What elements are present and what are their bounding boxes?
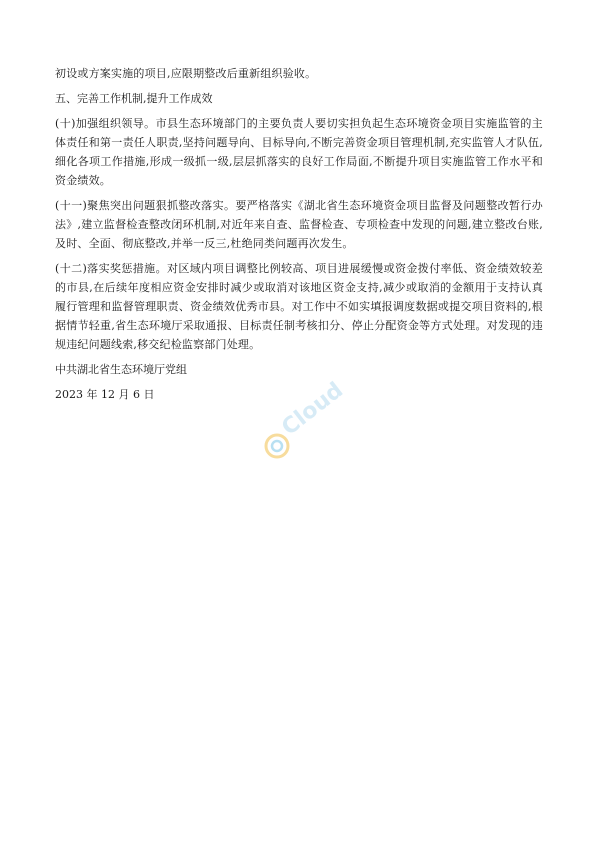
issuer: 中共湖北省生态环境厅党组: [55, 363, 187, 376]
paragraph-11: (十一)聚焦突出问题狠抓整改落实。要严格落实《湖北省生态环境资金项目监督及问题整改暂行办法》,建立监督检查整改闭环机制,对近年来自查、监督检查、专项检查中发现的问题,建立整改台账,及时、全面、彻底整改,并举一反三,杜绝同类问题再次发生。: [55, 199, 543, 250]
paragraph-continuation: 初设或方案实施的项目,应限期整改后重新组织验收。: [55, 67, 317, 80]
svg-text:Cloud: Cloud: [277, 378, 349, 441]
issue-date: 2023 年 12 月 6 日: [55, 388, 155, 401]
section-heading: 五、完善工作机制,提升工作成效: [55, 92, 213, 105]
paragraph-12: (十二)落实奖惩措施。对区域内项目调整比例较高、项目进展缓慢或资金拨付率低、资金绩效较差的市县,在后续年度相应资金安排时减少或取消对该地区资金支持,减少或取消的金额用于支持认真履行管理和监督管理职责、资金绩效优秀市县。对工作中不如实填报调度数据或提交项目资料的,根据情节轻重,省生态环境厅采取通报、目标责任制考核扣分、停止分配资金等方式处理。对发现的违规违纪问题线索,移交纪检监察部门处理。: [55, 262, 543, 351]
paragraph-10: (十)加强组织领导。市县生态环境部门的主要负责人要切实担负起生态环境资金项目实施监管的主体责任和第一责任人职责,坚持问题导向、目标导向,不断完善资金项目管理机制,充实监管人才队伍,细化各项工作措施,形成一级抓一级,层层抓落实的良好工作局面,不断提升项目实施监管工作水平和资金绩效。: [55, 117, 543, 187]
document-body: [55, 64, 543, 410]
